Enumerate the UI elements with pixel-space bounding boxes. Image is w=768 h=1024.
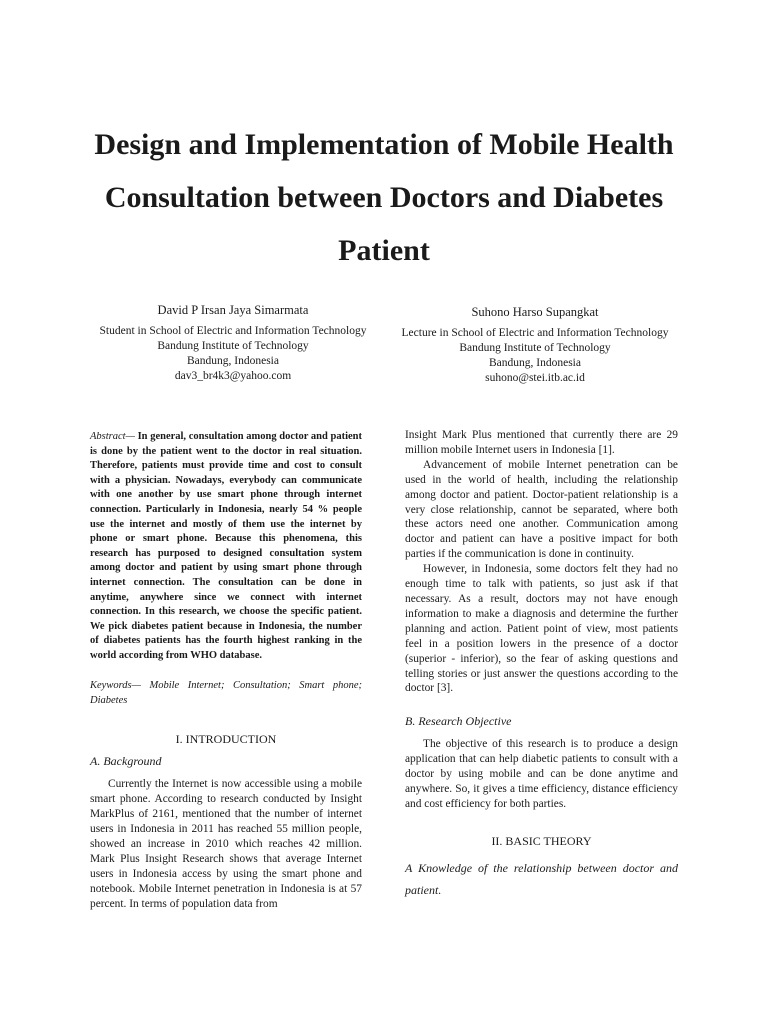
author-block-2 <box>400 305 670 386</box>
author-institution: Bandung Institute of Technology <box>157 340 309 352</box>
paragraph-doctors: However, in Indonesia, some doctors felt they had no enough time to talk with patients, so just ask if that necessary. As a result, doctors may not have enough information to make a diagnosis and determine the further planning and action. Patient point of view, most patients feel in a position lowers in the presence of a doctor (superior - inferior), so the fear of asking questions and telling stories or just answer the questions according to the doctor [3]. <box>405 563 678 695</box>
author-affiliation: Student in School of Electric and Information Technology <box>99 325 367 337</box>
section-heading-basic-theory: II. BASIC THEORY <box>491 833 592 848</box>
section-heading-introduction: I. INTRODUCTION <box>175 731 277 746</box>
author-name: David P Irsan Jaya Simarmata <box>157 303 309 317</box>
abstract <box>90 430 362 664</box>
author-location: Bandung, Indonesia <box>489 357 581 369</box>
abstract-lead: Abstract— <box>90 431 135 442</box>
paragraph-background: Currently the Internet is now accessible using a mobile smart phone. According to research conducted by Insight MarkPlus of 2161, mentioned that the number of internet users in Indonesia in 2011 has reached 55 million people, showed an increase in 2010 which reaches 42 million. Mark Plus Insight Research shows that average Internet users in Indonesia access by using the smart phone and notebook. Mobile Internet penetration in Indonesia is at 57 percent. In terms of population data from <box>90 778 362 910</box>
subsection-heading-objective: B. Research Objective <box>405 714 512 729</box>
paragraph-continued: Insight Mark Plus mentioned that currently there are 29 million mobile Internet users in Indonesia [1]. <box>405 429 678 456</box>
author-email: dav3_br4k3@yahoo.com <box>174 370 292 382</box>
author-email: suhono@stei.itb.ac.id <box>485 372 585 384</box>
author-name: Suhono Harso Supangkat <box>471 305 599 319</box>
paragraph-advancement: Advancement of mobile Internet penetration can be used in the world of health, including the relationship among doctor and patient. Doctor-patient relationship is a very close relationship, cannot be separated, where both these actors need one another. Communication among doctor and patient can have a positive impact for both parties if the communication is done in continuity. <box>405 458 678 561</box>
paragraph-objective: The objective of this research is to produce a design application that can help diabetic patients to consult with a doctor by using mobile and can be done anytime and anywhere. So, it gives a time efficiency, distance efficiency and cost efficiency for both parties. <box>405 738 678 810</box>
subsection-heading-knowledge: A Knowledge of the relationship between doctor and patient. <box>405 860 678 897</box>
right-column <box>405 428 678 901</box>
keywords: Keywords— Mobile Internet; Consultation; Smart phone; Diabetes <box>90 679 362 706</box>
abstract-text: In general, consultation among doctor and patient is done by the patient went to the doctor in real situation. Therefore, patients must provide time and cost to consult with a physician. Nowadays, everybody can communicate with one another by use smart phone through internet connection. Particularly in Indonesia, nearly 54 % people use the internet and mostly of them use the internet by phone or smart phone. Because this phenomena, this research has purposed to designed consultation system among doctor and patient by using smart phone through internet connection. The consultation can be done in anytime, anywhere since we connect with internet connection. In this research, we choose the specific patient. We pick diabetes patient because in Indonesia, the number of diabetes patients has the fourth highest ranking in the world according from WHO database. <box>90 431 362 661</box>
author-affiliation: Lecture in School of Electric and Information Technology <box>401 327 669 339</box>
author-institution: Bandung Institute of Technology <box>459 342 611 354</box>
author-location: Bandung, Indonesia <box>187 355 279 367</box>
author-block-1 <box>98 303 368 384</box>
left-column <box>90 430 362 911</box>
paper-title: Design and Implementation of Mobile Health Consultation between Doctors and Diabetes Patient <box>94 128 674 267</box>
subsection-heading-background: A. Background <box>90 754 162 769</box>
